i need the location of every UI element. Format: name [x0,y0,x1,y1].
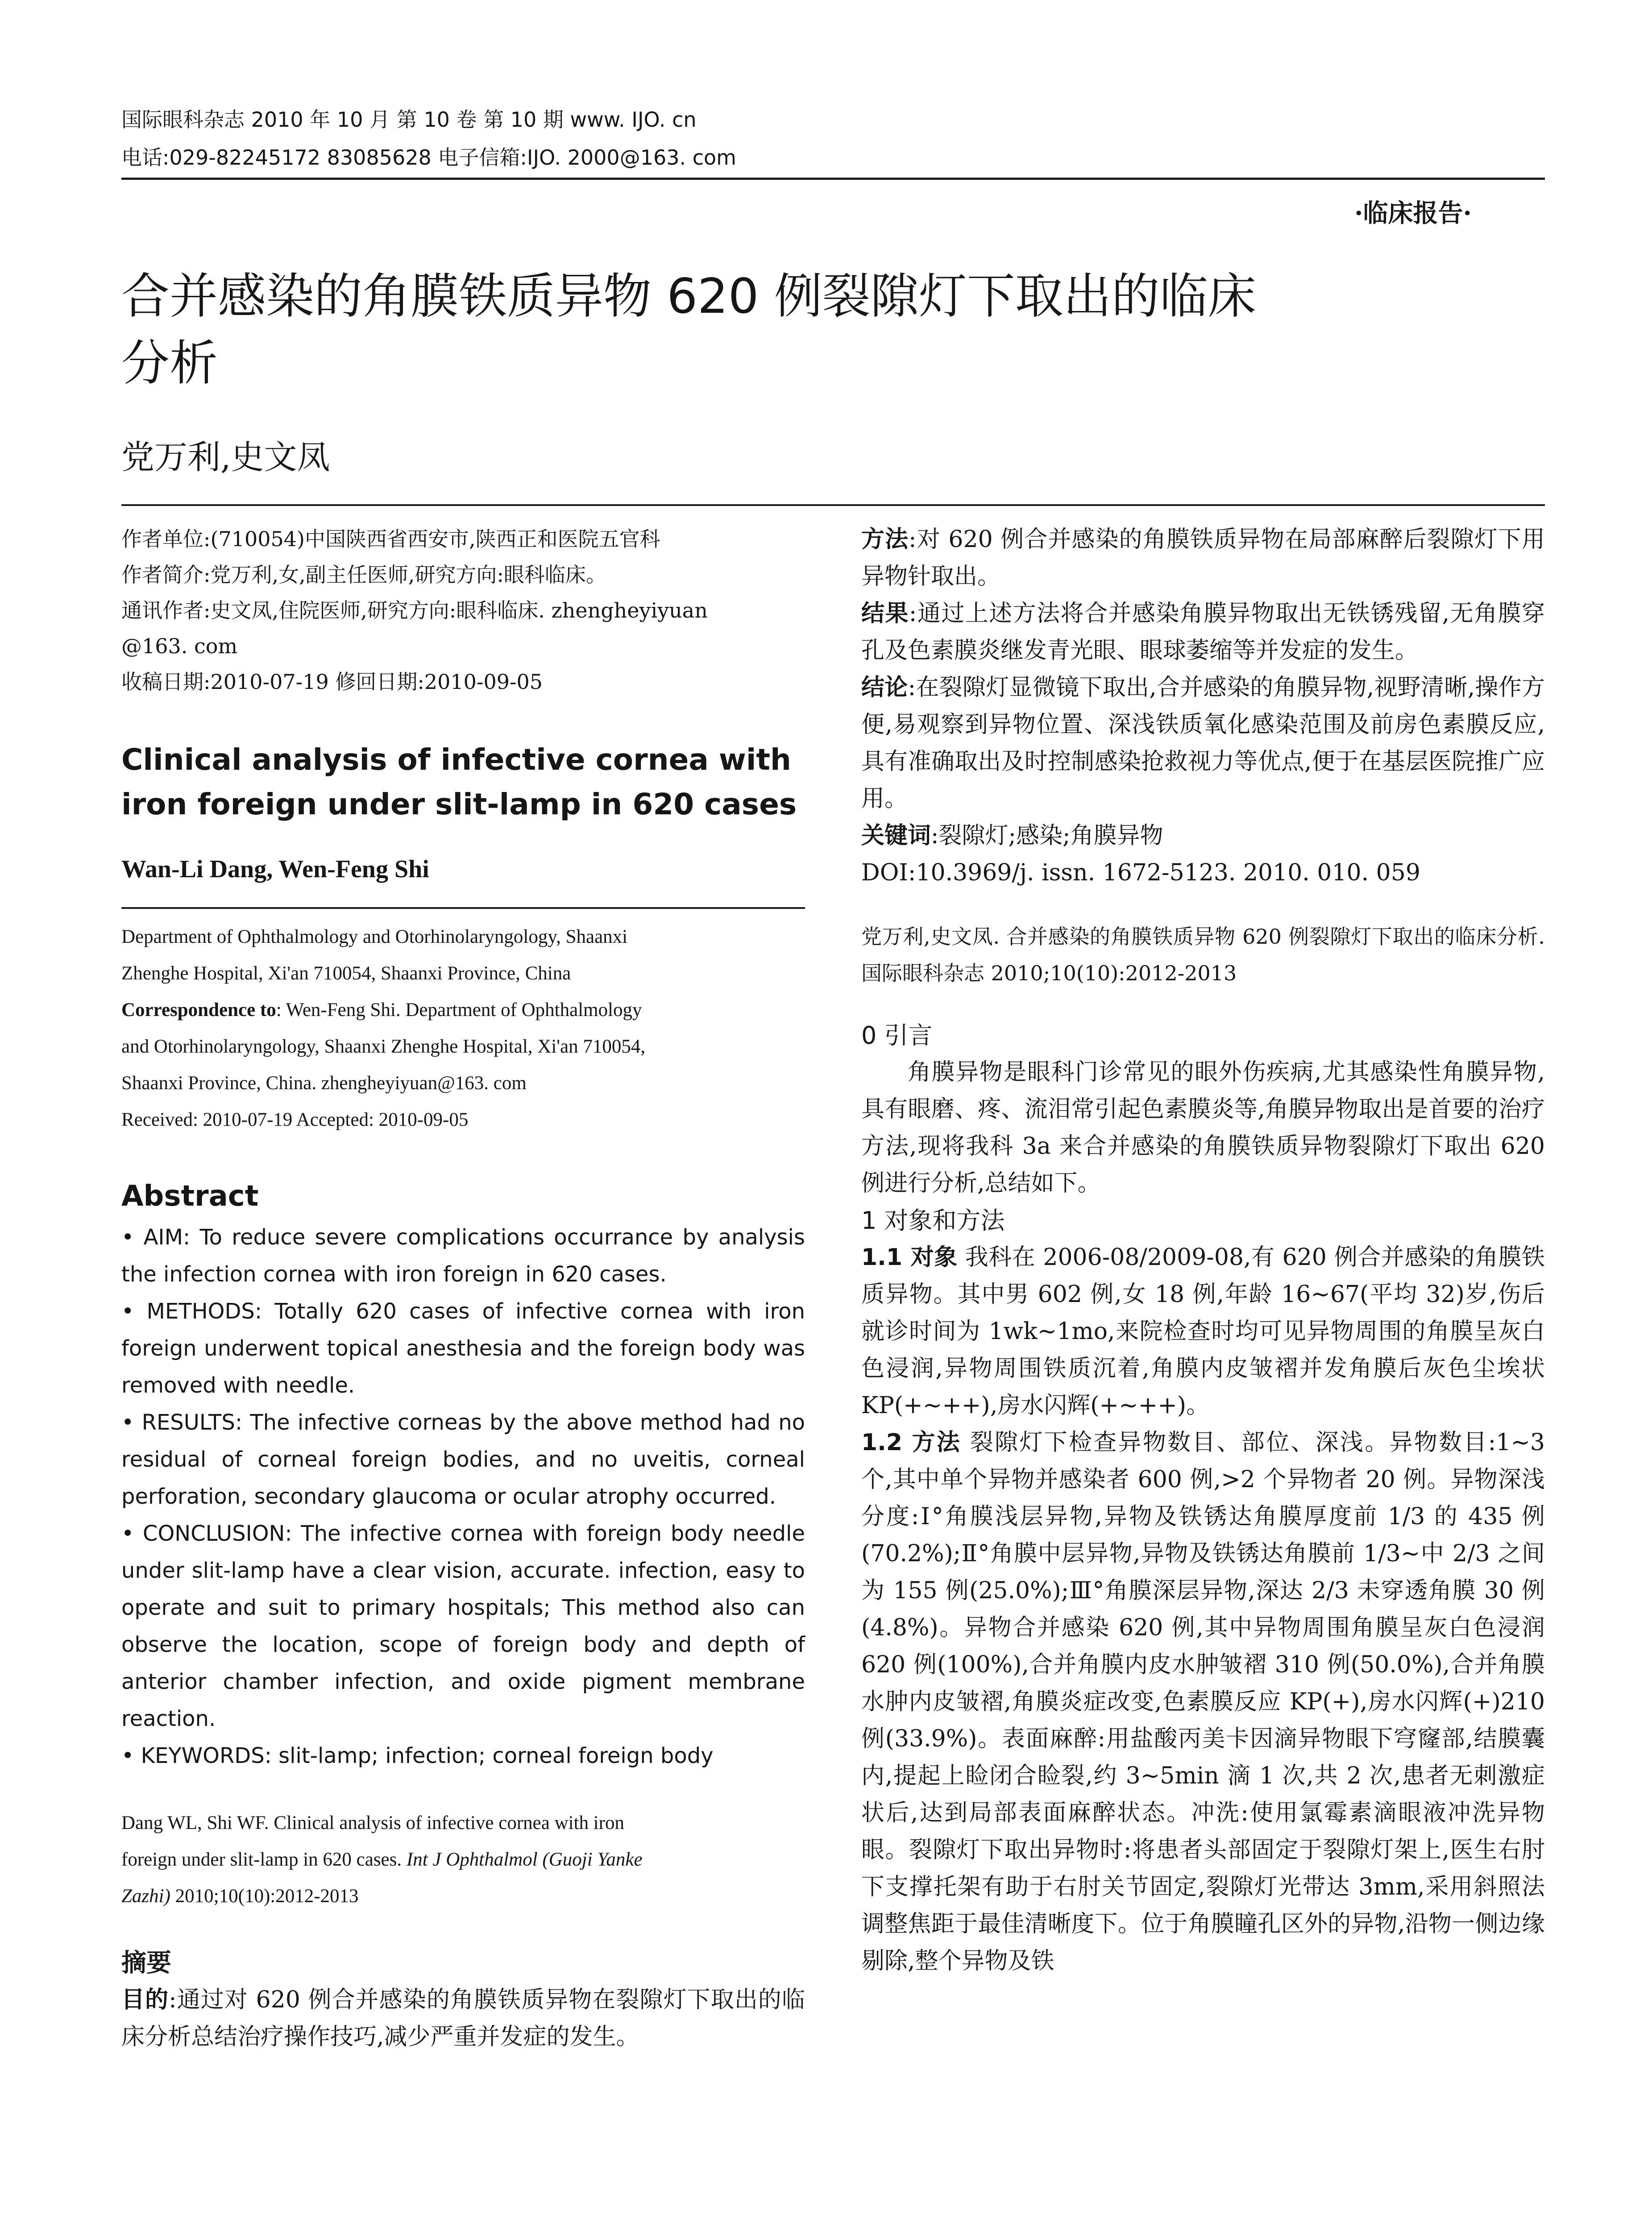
section12 [861,1424,1545,1980]
abstract-heading-zh: 摘要 [121,1949,171,1978]
citation-en [121,1805,805,1915]
authors-en-rule [121,907,805,909]
section-label: ·临床报告· [1354,199,1472,228]
received-dates-zh: 收稿日期:2010-07-19 修回日期:2010-09-05 [121,670,543,694]
section11-text: 我科在 2006-08/2009-08,有 620 例合并感染的角膜铁质异物。其中男 602 例,女 18 例,年龄 16~67(平均 32)岁,伤后就诊时间为 1wk~1mo,来院检查时均可见异物周围的角膜呈灰白色浸润,异物周围铁质沉着,角膜内皮皱褶并发角膜后灰色尘埃状 KP(+~++),房水闪辉(+~++)。 [861,1244,1545,1419]
affiliation-en-l5: Shaanxi Province, China. zhengheyiyuan@163. com [121,1073,527,1094]
title-en-line2: iron foreign under slit-lamp in 620 cases [121,787,797,821]
method-text: :对 620 例合并感染的角膜铁质异物在局部麻醉后裂隙灯下用异物针取出。 [861,526,1545,590]
corresponding-author-l2: @163. com [121,634,238,658]
result-text: :通过上述方法将合并感染角膜异物取出无铁锈残留,无角膜穿孔及色素膜炎继发青光眼、眼球萎缩等并发症的发生。 [861,600,1545,664]
correspondence-label: Correspondence to [121,999,276,1020]
doi: DOI:10.3969/j. issn. 1672-5123. 2010. 010. 059 [861,859,1420,886]
title-en [121,738,805,827]
title-rule [121,504,1545,506]
conclusion-label: • CONCLUSION [121,1521,285,1546]
abstract-conclusion [121,1515,805,1738]
intro-text: 角膜异物是眼科门诊常见的眼外伤疾病,尤其感染性角膜异物,具有眼磨、疼、流泪常引起色素膜炎等,角膜异物取出是首要的治疗方法,现将我科 3a 来合并感染的角膜铁质异物裂隙灯下取出 620 例进行分析,总结如下。 [861,1059,1545,1197]
title-en-line1: Clinical analysis of infective cornea with [121,742,792,777]
methods-label: • METHODS [121,1299,255,1324]
left-column [121,521,805,2056]
author-unit: 作者单位:(710054)中国陕西省西安市,陕西正和医院五官科 [121,527,660,551]
affiliation-en-l1: Department of Ophthalmology and Otorhinolaryngology, Shaanxi [121,926,628,947]
citation-en-l3 [121,1878,805,1915]
result-label: 结果 [861,600,909,627]
keywords-zh-label: 关键词 [861,822,931,849]
keywords-zh-text: :裂隙灯;感染;角膜异物 [931,822,1163,849]
aim-label: • AIM [121,1225,183,1250]
article-title [121,263,1594,397]
keywords-text: : slit-lamp; infection; corneal foreign body [264,1743,714,1768]
affiliation-en [121,919,805,1138]
keywords-label: • KEYWORDS [121,1743,265,1768]
conclusion-text: : The infective cornea with foreign body needle under slit-lamp have a clear vision, accurate. infection, easy to operate and suit to primary hospitals; This method also can observe the location, scope of foreign body and depth of anterior chamber infection, and oxide pigment membrane reaction. [121,1521,805,1731]
abstract-en [121,1219,805,1775]
author-info-zh [121,521,805,700]
abstract-keywords [121,1738,805,1775]
received-dates-en: Received: 2010-07-19 Accepted: 2010-09-05 [121,1109,469,1130]
conclusion-zh-text: :在裂隙灯显微镜下取出,合并感染的角膜异物,视野清晰,操作方便,易观察到异物位置、深浅铁质氧化感染范围及前房色素膜反应,具有准确取出及时控制感染抢救视力等优点,便于在基层医院推广应用。 [861,674,1545,812]
title-line1: 合并感染的角膜铁质异物 620 例裂隙灯下取出的临床 [121,269,1256,324]
authors-en: Wan-Li Dang, Wen-Feng Shi [121,855,429,883]
journal-header-line1: 国际眼科杂志 2010 年 10 月 第 10 卷 第 10 期 www. IJO. cn [121,108,697,132]
correspondence-en [121,992,805,1028]
aim-text: : To reduce severe complications occurrance by analysis the infection cornea with iron foreign in 620 cases. [121,1225,805,1287]
methods-text: : Totally 620 cases of infective cornea with iron foreign underwent topical anesthesia and the foreign body was removed with needle. [121,1299,805,1398]
abstract-aim [121,1219,805,1293]
intro-heading: 0 引言 [861,1021,933,1049]
purpose-text: :通过对 620 例合并感染的角膜铁质异物在裂隙灯下取出的临床分析总结治疗操作技巧,减少严重并发症的发生。 [121,1986,805,2050]
corresponding-author-l1: 通讯作者:史文凤,住院医师,研究方向:眼科临床. zhengheyiyuan [121,598,708,622]
abstract-results [121,1404,805,1515]
citation-en-journal: Int J Ophthalmol (Guoji Yanke [406,1849,643,1870]
abstract-zh-conclusion [861,669,1545,817]
conclusion-zh-label: 结论 [861,674,908,701]
citation-en-l2a: foreign under slit-lamp in 620 cases. [121,1849,407,1870]
method-label: 方法 [861,526,909,553]
abstract-zh-continued [861,521,1545,892]
author-brief: 作者简介:党万利,女,副主任医师,研究方向:眼科临床。 [121,563,606,587]
journal-header-line2: 电话:029-82245172 83085628 电子信箱:IJO. 2000@163. com [121,145,736,170]
authors-zh: 党万利,史文凤 [121,438,330,477]
citation-en-l2 [121,1841,805,1878]
correspondence-l3: : Wen-Feng Shi. Department of Ophthalmology [276,999,642,1020]
right-column [861,521,1545,1980]
citation-en-journal-2: Zazhi) [121,1886,170,1907]
abstract-heading-en: Abstract [121,1180,259,1213]
citation-en-l1: Dang WL, Shi WF. Clinical analysis of infective cornea with iron [121,1812,625,1833]
title-line2: 分析 [121,336,218,391]
citation-zh: 党万利,史文凤. 合并感染的角膜铁质异物 620 例裂隙灯下取出的临床分析. 国际眼科杂志 2010;10(10):2012-2013 [861,925,1545,985]
section11-label: 1.1 对象 [861,1244,958,1271]
section12-label: 1.2 方法 [861,1429,962,1456]
section11 [861,1239,1545,1424]
section1-heading: 1 对象和方法 [861,1207,1005,1235]
abstract-zh-method [861,521,1545,595]
header-rule [121,178,1545,180]
section12-text: 裂隙灯下检查异物数目、部位、深浅。异物数目:1~3 个,其中单个异物并感染者 600 例,>2 个异物者 20 例。异物深浅分度:Ⅰ°角膜浅层异物,异物及铁锈达角膜厚度前 1/3 的 435 例(70.2%);Ⅱ°角膜中层异物,异物及铁锈达角膜前 1/3~中 2/3 之间为 155 例(25.0%);Ⅲ°角膜深层异物,深达 2/3 未穿透角膜 30 例(4.8%)。异物合并感染 620 例,其中异物周围角膜呈灰白色浸润 620 例(100%),合并角膜内皮水肿皱褶 310 例(50.0%),合并角膜水肿内皮皱褶,角膜炎症改变,色素膜反应 KP(+),房水闪辉(+)210 例(33.9%)。表面麻醉:用盐酸丙美卡因滴异物眼下穹窿部,结膜囊内,提起上睑闭合睑裂,约 3~5min 滴 1 次,共 2 次,患者无刺激症状后,达到局部表面麻醉状态。冲洗:使用氯霉素滴眼液冲洗异物眼。裂隙灯下取出异物时:将患者头部固定于裂隙灯架上,医生右肘下支撑托架有助于右肘关节固定,裂隙灯光带达 3mm,采用斜照法调整焦距于最佳清晰度下。位于角膜瞳孔区外的异物,沿物一侧边缘剔除,整个异物及铁 [861,1429,1545,1974]
abstract-zh-purpose [121,1982,805,2056]
purpose-label: 目的 [121,1986,169,2013]
affiliation-en-l4: and Otorhinolaryngology, Shaanxi Zhenghe Hospital, Xi'an 710054, [121,1036,646,1057]
abstract-zh-result [861,595,1545,669]
results-label: • RESULTS [121,1410,235,1435]
citation-en-l3b: 2010;10(10):2012-2013 [170,1886,359,1907]
abstract-zh-keywords [861,817,1545,854]
results-text: : The infective corneas by the above method had no residual of corneal foreign bodies, and no uveitis, corneal perforation, secondary glaucoma or ocular atrophy occurred. [121,1410,805,1509]
abstract-methods [121,1293,805,1404]
affiliation-en-l2: Zhenghe Hospital, Xi'an 710054, Shaanxi Province, China [121,963,571,984]
